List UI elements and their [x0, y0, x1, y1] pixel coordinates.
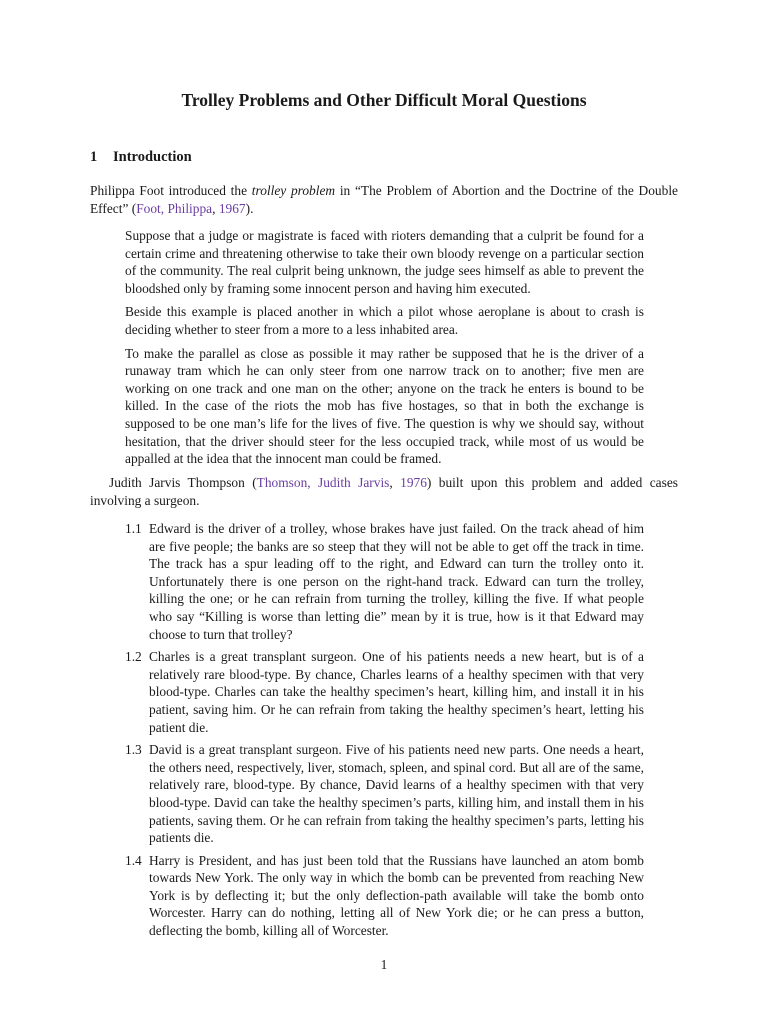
case-list [125, 520, 644, 945]
case-number: 1.4 [125, 852, 142, 868]
case-number: 1.2 [125, 649, 142, 665]
case-item [125, 520, 644, 643]
case-text: David is a great transplant surgeon. Five of his patients need new parts. One needs a heart, the others need, respectively, liver, stomach, spleen, and spinal cord. But all are of the same, relatively rare, blood-type. By chance, David learns of a healthy specimen with that very blood-type. David can take the healthy specimen’s parts, killing him, and install them in his patients, saving them. Or he can refrain from taking the healthy specimen’s parts, letting his patients die. [149, 742, 644, 846]
citation-separator: , [212, 200, 219, 216]
intro-text-end: ). [245, 200, 254, 216]
paper-title: Trolley Problems and Other Difficult Moral Questions [181, 90, 587, 110]
thomson-text-start: Judith Jarvis Thompson ( [109, 475, 257, 490]
foot-quotation [125, 227, 644, 474]
thomson-text-end: ) built upon this problem and added cases involving a surgeon. [90, 475, 678, 508]
citation-foot-author[interactable]: Foot, Philippa [136, 200, 213, 216]
page-number: 1 [380, 957, 388, 972]
case-text: Harry is President, and has just been told that the Russians have launched an atom bomb towards New York. The only way in which the bomb can be prevented from reaching New York is by deflecting it; but the only deflection-path available will take the bomb onto Worcester. Harry can do nothing, letting all of New York die; or he can press a button, deflecting the bomb, killing all of Worcester. [149, 852, 644, 939]
case-text: Edward is the driver of a trolley, whose brakes have just failed. On the track ahead of him are five people; the banks are so steep that they will not be able to get off the track in time. The track has a spur leading off to the right, and Edward can turn the trolley onto it. Unfortunately there is one person on the right-hand track. Edward can turn the trolley, killing the one; or he can refrain from turning the trolley, killing the five. If what people who say “Killing is worse than letting die” mean by it is true, how is it that Edward may choose to turn that trolley? [149, 521, 644, 642]
quote-paragraph: Suppose that a judge or magistrate is faced with rioters demanding that a culprit be found for a certain crime and threatening otherwise to take their own bloody revenge on a particular section of the community. The real culprit being unknown, the judge sees himself as able to prevent the bloodshed only by framing some innocent person and having him executed. [125, 228, 644, 296]
citation-foot-year[interactable]: 1967 [218, 200, 246, 216]
thomson-paragraph [90, 474, 678, 509]
quote-paragraph: Beside this example is placed another in which a pilot whose aeroplane is about to crash is deciding whether to steer from a more to a less inhabited area. [125, 304, 644, 337]
quote-paragraph: To make the parallel as close as possible it may rather be supposed that he is the driver of a runaway tram which he can only steer from one narrow track on to another; five men are working on one track and one man on the other; anyone on the track he enters is bound to be killed. In the case of the riots the mob has five hostages, so that in both the exchange is supposed to be one man’s life for the lives of five. The question is why we should say, without hesitation, that the driver should steer for the less occupied track, while most of us would be appalled at the idea that the innocent man could be framed. [125, 345, 644, 467]
citation-thomson-author[interactable]: Thomson, Judith Jarvis [256, 475, 390, 490]
section-number: 1 [90, 149, 98, 165]
case-number: 1.1 [125, 521, 142, 536]
citation-thomson-year[interactable]: 1976 [400, 475, 427, 490]
section-heading [90, 149, 192, 166]
intro-text-start: Philippa Foot introduced the [90, 183, 252, 198]
section-title: Introduction [113, 149, 192, 165]
intro-text-middle: in “The Problem of Abortion and the Doctrine of the Double Effect” ( [90, 183, 678, 216]
case-item [125, 648, 644, 736]
intro-paragraph [90, 182, 678, 217]
case-text: Charles is a great transplant surgeon. One of his patients needs a new heart, but is of a relatively rare blood-type. By chance, Charles learns of a healthy specimen with that very blood-type. Charles can take the healthy specimen’s heart, killing him, and install it in his patient, saving him. Or he can refrain from taking the healthy specimen’s heart, letting his patient die. [149, 649, 644, 735]
case-item [125, 852, 644, 940]
trolley-problem-term: trolley problem [251, 183, 336, 198]
case-number: 1.3 [125, 742, 142, 758]
case-item [125, 741, 644, 847]
citation-separator: , [389, 475, 401, 490]
